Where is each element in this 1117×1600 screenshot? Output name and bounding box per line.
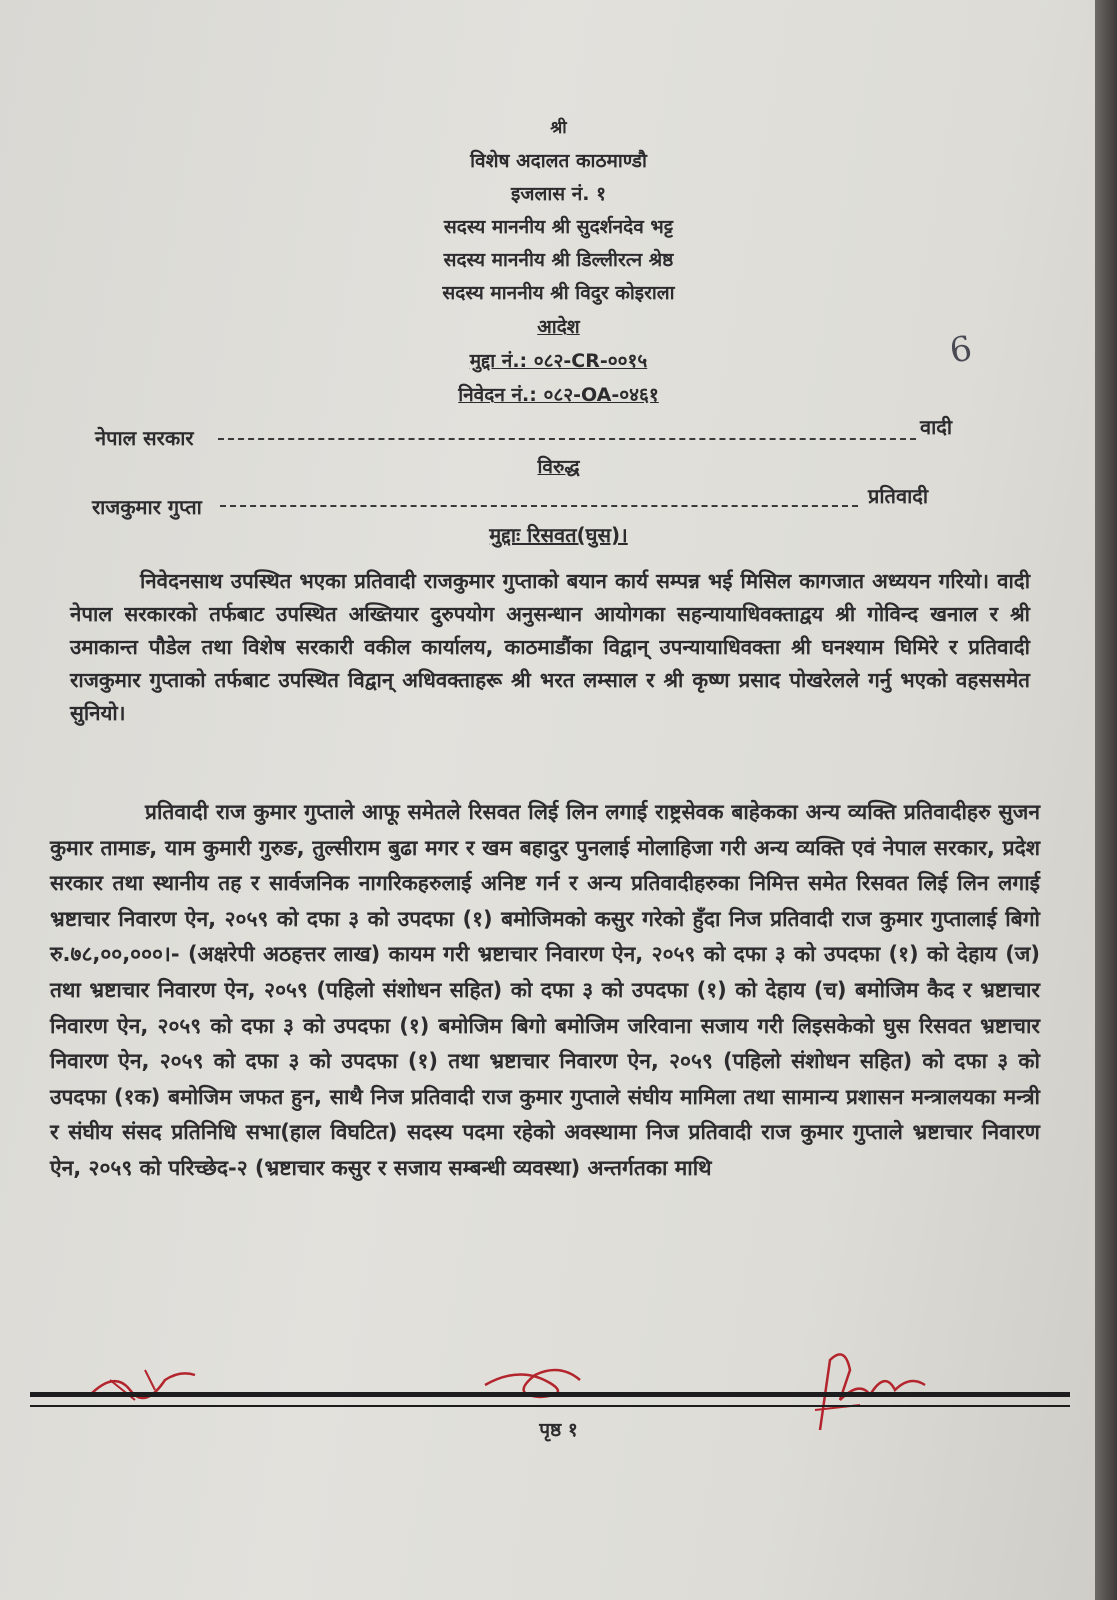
footer-rule-thin: [30, 1405, 1070, 1407]
defendant-dash-line: [220, 505, 858, 507]
margin-page-mark: 6: [946, 328, 975, 372]
versus-label: विरुद्ध: [537, 456, 580, 478]
bench-number: इजलास नं. १: [511, 183, 606, 205]
petition-number: निवेदन नं.: ०८२-OA-०४६१: [458, 384, 659, 406]
court-name: विशेष अदालत काठमाण्डौ: [470, 150, 647, 172]
header-shri: श्री: [550, 118, 567, 138]
bench-member-3: सदस्य माननीय श्री विदुर कोइराला: [442, 282, 675, 304]
page-number: पृष्ठ १: [539, 1419, 578, 1441]
case-number: मुद्दा नं.: ०८२-CR-००१५: [469, 350, 648, 372]
plaintiff-name: नेपाल सरकार: [95, 426, 194, 450]
body-paragraph-1: निवेदनसाथ उपस्थित भएका प्रतिवादी राजकुमार गुप्ताको बयान कार्य सम्पन्न भई मिसिल कागजात अध्ययन गरियो। वादी नेपाल सरकारको तर्फबाट उपस्थित अख्तियार दुरुपयोग अनुसन्धान आयोगका सहन्यायाधिवक्ताद्वय श्री गोविन्द खनाल र श्री उमाकान्त पौडेल तथा विशेष सरकारी वकील कार्यालय, काठमाडौंका विद्वान् उपन्यायाधिवक्ता श्री घनश्याम घिमिरे र प्रतिवादी राजकुमार गुप्ताको तर्फबाट उपस्थित विद्वान् अधिवक्ताहरू श्री भरत लम्साल र श्री कृष्ण प्रसाद पोखरेलले गर्नु भएको वहससमेत सुनियो।: [70, 569, 1030, 725]
order-title: आदेश: [537, 316, 580, 338]
plaintiff-dash-line: [218, 438, 916, 440]
defendant-role: प्रतिवादी: [868, 484, 929, 508]
signature-1: [85, 1350, 205, 1410]
dark-right-edge: [1095, 0, 1117, 1600]
case-subject: मुद्दाः रिसवत(घुस)।: [489, 523, 628, 547]
bench-member-1: सदस्य माननीय श्री सुदर्शनदेव भट्ट: [443, 216, 674, 238]
defendant-name: राजकुमार गुप्ता: [92, 495, 202, 519]
footer-rule-thick: [30, 1392, 1070, 1397]
body-paragraph-2: प्रतिवादी राज कुमार गुप्ताले आफू समेतले रिसवत लिई लिन लगाई राष्ट्रसेवक बाहेकका अन्य व्यक्ति प्रतिवादीहरु सुजन कुमार तामाङ, याम कुमारी गुरुङ, तुल्सीराम बुढा मगर र खम बहादुर पुनलाई मोलाहिजा गरी अन्य व्यक्ति एवं नेपाल सरकार, प्रदेश सरकार तथा स्थानीय तह र सार्वजनिक नागरिकहरुलाई अनिष्ट गर्न र अन्य प्रतिवादीहरुका निमित्त समेत रिसवत लिई लिन लगाई भ्रष्टाचार निवारण ऐन, २०५९ को दफा ३ को उपदफा (१) बमोजिमको कसुर गरेको हुँदा निज प्रतिवादी राज कुमार गुप्तालाई बिगो रु.७८,००,०००।- (अक्षरेपी अठहत्तर लाख) कायम गरी भ्रष्टाचार निवारण ऐन, २०५९ को दफा ३ को उपदफा (१) को देहाय (ज) तथा भ्रष्टाचार निवारण ऐन, २०५९ (पहिलो संशोधन सहित) को दफा ३ को उपदफा (१) को देहाय (च) बमोजिम कैद र भ्रष्टाचार निवारण ऐन, २०५९ को दफा ३ को उपदफा (१) बमोजिम बिगो बमोजिम जरिवाना सजाय गरी लिइसकेको घुस रिसवत भ्रष्टाचार निवारण ऐन, २०५९ को दफा ३ को उपदफा (१) तथा भ्रष्टाचार निवारण ऐन, २०५९ (पहिलो संशोधन सहित) को दफा ३ को उपदफा (१क) बमोजिम जफत हुन, साथै निज प्रतिवादी राज कुमार गुप्ताले संघीय मामिला तथा सामान्य प्रशासन मन्त्रालयका मन्त्री र संघीय संसद प्रतिनिधि सभा(हाल विघटित) सदस्य पदमा रहेको अवस्थामा निज प्रतिवादी राज कुमार गुप्ताले भ्रष्टाचार निवारण ऐन, २०५९ को परिच्छेद-२ (भ्रष्टाचार कसुर र सजाय सम्बन्धी व्यवस्था) अन्तर्गतका माथि: [50, 800, 1040, 1180]
signature-2: [480, 1355, 590, 1405]
bench-member-2: सदस्य माननीय श्री डिल्लीरत्न श्रेष्ठ: [443, 249, 674, 271]
plaintiff-role: वादी: [920, 415, 953, 439]
